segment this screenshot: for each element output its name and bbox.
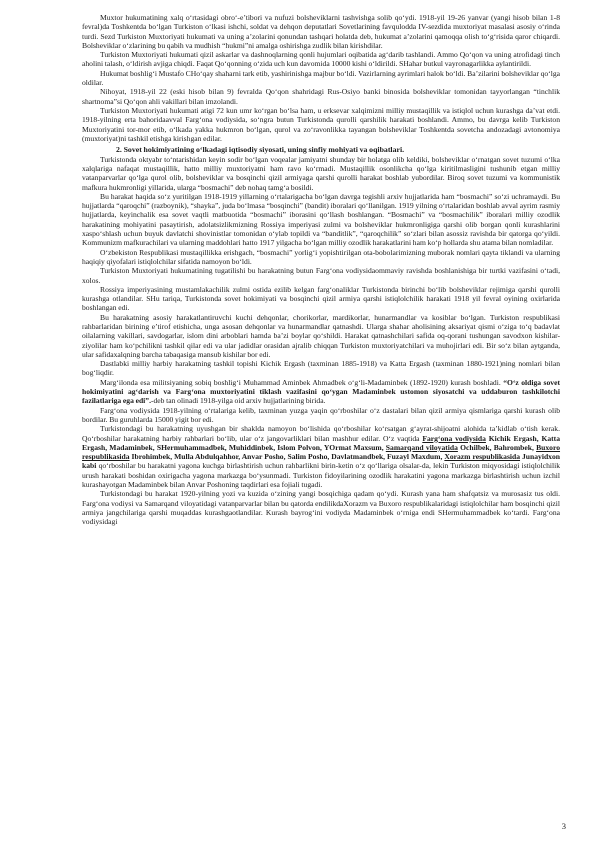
paragraph-1: Muxtor hukumatining xalq o‘rtasidagi obro‘-e’tibori va nufuzi bolsheviklarni tashvishga solib qo‘ydi. 1918-yil 19-26 yanvar (yangi hisob bilan 1-8 fevral)da Toshkentda bo‘lgan Turkiston o‘lkasi ishchi, soldat va dehqon deputatlari Sovetlarining favqulodda IV-sezdida muxtoriyat masalasi asosiy o‘rinda turdi. Sezd Turkiston Muxtoriyati hukumati va uning a’zolarini qonundan tashqari holatda deb, hukumat a’zolarini qamoqqa olish to‘g‘risida qaror chiqardi. Bolsheviklar o‘zlarining bu qabih va mudhish “hukmi”ni amalga oshirishga zudlik bilan kirishdilar. [82, 13, 560, 50]
region-underline: Farg‘ona vodiysida [422, 433, 486, 443]
paragraph-2: Turkiston Muxtoriyati hukumati qizil askarlar va dashnoqlarning qonli hujumlari oqibatida ag‘darib tashlandi. Ammo Qo‘qon va uning atrofidagi tinch aholini talash, o‘ldirish avjiga chiqdi. Faqat Qo‘qonning o‘zida uch kun davomida 10000 kishi o‘ldirildi. SHahar butkul vayronagarlikka aylantirildi. [82, 50, 560, 69]
paragraph-9: Turkiston Muxtoriyati hukumatining tugatilishi bu harakatning butun Farg‘ona vodiysidaommaviy ravishda boshlanishiga bir turtki vazifasini o‘tadi, xolos. [82, 266, 560, 285]
names-bold: Ibrohimbek, Mulla Abdulqahhor, Anvar Posho, Salim Posho, Davlatmandbek, Fuzayl Maxdum, [129, 452, 445, 462]
paragraph-12: Dastlabki milliy harbiy harakatning tashkil topishi Kichik Ergash (taxminan 1885-1918) va Katta Ergash (taxminan 1880-1921)ning nomlari bilan bog‘liqdir. [82, 359, 560, 378]
section-heading: 2. Sovet hokimiyatining o‘lkadagi iqtisodiy siyosati, uning sinfiy mohiyati va oqibatlari. [116, 145, 405, 155]
names-bold: Kichik Ergash, Katta Ergash, Madaminbek, SHermuhammadbek, Muhiddinbek, Islom Polvon, YOrmat Maxsum, [82, 433, 560, 452]
text-run: Turkistondagi bu harakatning uyushgan bir shaklda namoyon bo‘lishida qo‘rboshilar ko‘rsatgan g‘ayrat-shijoatni alohida ta’kidlab o‘tish kerak. Qo‘rboshilar harakatning harbiy rahbarlari bo‘lib, ular o‘z jangovarliklari bilan mashhur edilar. O‘z vaqtida [82, 424, 560, 443]
paragraph-15 [82, 424, 560, 489]
paragraph-6: Turkistonda oktyabr to‘ntarishidan keyin sodir bo‘lgan voqealar jamiyatni shunday bir holatga olib keldiki, bolsheviklar o‘rnatgan sovet tuzumi o‘lka xalqlariga nafaqat mustaqillik, hatto milliy muxtoriyatni ham ravo ko‘rmadi. Mustaqillik osonlikcha qo‘lga kiritilmasligini tushunib etgan milliy vatanparvarlar qo‘lga qurol olib, bolsheviklar va bosqinchi qizil armiyaga qarshi qurolli harakat boshlab yubordilar. Biroq sovet tuzumi va kommunistik mafkura hukmronligi yillarida, ularga “bosmachi” deb nohaq tamg‘a bosildi. [82, 154, 560, 192]
quote-bold: “O‘z oldiga sovet hokimiyatini ag‘darish va Farg‘ona muxtoriyatini tiklash vazifasini qo‘ygan Madaminbek ustomon siyosatchi va uddaburon tashkilotchi fazilatlariga ega edi”. [82, 377, 560, 406]
paragraph-13 [82, 378, 560, 406]
paragraph-5: Turkiston Muxtoriyati hukumati atigi 72 kun umr ko‘rgan bo‘lsa ham, u erksevar xalqimizni milliy mustaqillik va istiqlol uchun kurashga da’vat etdi. 1918-yilning erta bahoridaavval Farg‘ona vodiysida, so‘ngra butun Turkistonda qurolli qarshilik harakati boshlandi. Ammo, bu davrga kelib Turkiston Muxtoriyatini tor-mor etib, o‘lkada yakka hukmron bo‘lgan, qurol va zo‘ravonlikka tayangan bolsheviklar Toshkentda sovetcha andozadagi avtonomiya (muxtoriyat)ni tashkil etishga kirishgan edilar. [82, 105, 560, 143]
region-underline: Xorazm respublikasida [444, 452, 521, 462]
names-bold: Junayidxon kabi [82, 452, 560, 471]
paragraph-11: Bu harakatning asosiy harakatlantiruvchi kuchi dehqonlar, chorikorlar, mardikorlar, hunarmandlar va kosiblar bo‘lgan. Turkiston respublikasi rahbarlaridan birining e’tirof etishicha, unga asosan dehqonlar va hunarmandlar qatnashdi. Ularga shahar aholisining aksariyat qismi o‘ziga to‘q badavlat oilalarning vakillari, savdogarlar, islom dini arboblari hamda ba’zi boylar qo‘shildi. Harakat qatnashchilari safida oq-qorani tushungan savodxon kishilar-ziyolilar ham ko‘pchilikni tashkil qilar edi va ular jadidlar orasidan ajralib chiqqan Turkiston muxtoriyatchilari va muhojirlari edi. Bir so‘z bilan aytganda, ular safidaxalqning barcha tabaqasiga mansub kishilar bor edi. [82, 312, 560, 359]
region-underline: Samarqand viloyatida [385, 442, 458, 452]
page-number: 3 [561, 821, 566, 831]
text-run: -deb tan olinadi 1918-yilga oid arxiv hujjatlarining birida. [150, 396, 326, 406]
paragraph-16: Turkistondagi bu harakat 1920-yilning yozi va kuzida o‘zining yangi bosqichiga qadam qo‘ydi. Kurash yana ham shafqatsiz va murosasiz tus oldi. Farg‘ona vodiysi va Samarqand viloyatidagi vatanparvarlar bilan bu qatorda endilikdaXorazm va Buxoro respublikalaridagi istiqlolchilar ham bosqinchi qizil armiya jangchilariga qarshi muqaddas kurashgaotlandilar. Kurash bayrog‘ini vodiyda Madaminbek o‘rniga endi SHermuhammadbek ko‘tardi. Farg‘ona vodiysidagi [82, 489, 560, 527]
text-run: Marg‘ilonda esa militsiyaning sobiq boshlig‘i Muhammad Aminbek Ahmadbek o‘g‘li-Madaminbek (1892-1920) kurash boshladi. [100, 377, 504, 387]
paragraph-4: Nihoyat, 1918-yil 22 (eski hisob bilan 9) fevralda Qo‘qon shahridagi Rus-Osiyo banki binosida bolsheviklar tomonidan tayyorlangan “tinchlik shartnoma”si Qo‘qon ahli vakillari bilan imzolandi. [82, 87, 560, 106]
paragraph-14: Farg‘ona vodiysida 1918-yilning o‘rtalariga kelib, taxminan yuzga yaqin qo‘rboshilar o‘z dastalari bilan qizil armiya qismlariga qarshi kurash olib bordilar. Bu guruhlarda 15000 yigit bor edi. [82, 405, 560, 424]
names-bold: Ochilbek, Bahrombek, [457, 442, 537, 452]
paragraph-7: Bu harakat haqida so‘z yuritilgan 1918-1919 yillarning o‘rtalarigacha bo‘lgan davrga tegishli arxiv hujjatlarida ham “bosmachi” so‘zi uchramaydi. Bu hujjatlarda “qaroqchi” (razboynik), “shayka”, juda bo‘lmasa “bosqinchi” (bandit) iboralari qo‘llanilgan. 1919 yilning o‘rtalaridan boshlab avval ayrim rasmiy hujjatlarda, keyinchalik esa sovet vaqtli matbuotida “bosmachi” iborasini qo‘llash boshlangan. “Bosmachi” va “bosmachilik” iboralari milliy ozodlik harakatining mohiyatini pasaytirish, adolatsizlikmizning Rossiya imperiyasi zulmi va bolsheviklar hukmronligiga qarshi olib borgan qonli kurashlarini xaspo‘shlash uchun buyuk davlatchi shovinistlar tomonidan o‘ylab topildi va “banditlik”, “qaroqchilik” so‘zlari bilan asossiz ravishda bir qatorga qo‘yildi. Kommunizm mafkurachilari va ularning maddohlari hatto 1917 yilgacha bo‘lgan milliy ozodlik harakatlarini ham ko‘p hollarda shu atama bilan nomladilar. [82, 191, 560, 248]
paragraph-10: Rossiya imperiyasining mustamlakachilik zulmi ostida ezilib kelgan farg‘onaliklar Turkistonda birinchi bo‘lib bolsheviklar rejimiga qarshi qurolli kurashga otlandilar. SHu tariqa, Turkistonda sovet hokimiyati va bosqinchi qizil armiya qarshi istiqlolchilik harakati 1918 yil fevral oyining oxirlarida boshlangan edi. [82, 284, 560, 313]
paragraph-8: O‘zbekiston Respublikasi mustaqillikka erishgach, “bosmachi” yorlig‘i yopishtirilgan ota-bobolarimizning muborak nomlari qayta tiklandi va ularning haqiqiy qiyofalari istiqlolchilar sifatida namoyon bo‘ldi. [82, 247, 560, 266]
region-underline: Buxoro respublikasida [82, 442, 561, 462]
document-page [82, 13, 560, 527]
paragraph-3: Hukumat boshlig‘i Mustafo CHo‘qay shaharni tark etib, yashirinishga majbur bo‘ldi. Vazirlarning ayrimlari halok bo‘ldi. Ba’zilarini bolsheviklar qo‘lga oldilar. [82, 68, 560, 88]
text-run: qo‘rboshilar bu harakatni yagona kuchga birlashtirish uchun rahbarlikni birin-ketin o‘z qo‘llariga olsalar-da, lekin Turkiston miqyosidagi istiqlolchilik urush harakati boshidan oxirigacha yagona markazga bo‘ysunmadi. Turkiston fidoyilarining ozodlik harakatini yagona markazga birlashtirish uchun izchil kurashayotgan Madaminbek bilan Anvar Poshoning taqdirlari esa fojiali tugadi. [82, 461, 560, 490]
